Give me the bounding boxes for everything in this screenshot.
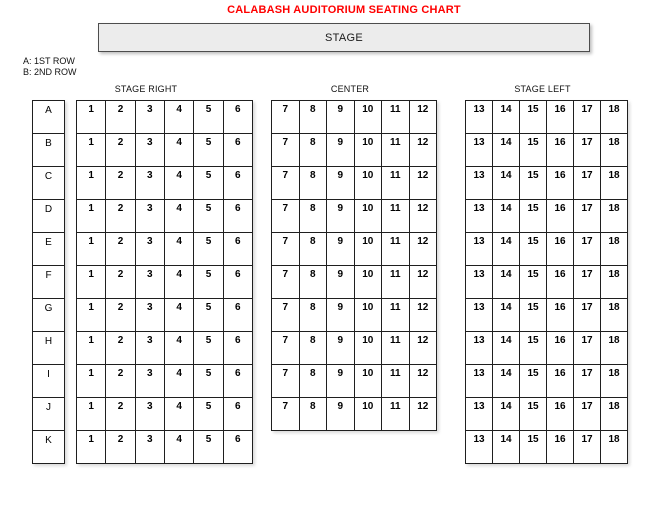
- seat-cell: 10: [354, 200, 382, 233]
- row-label: H: [33, 332, 65, 365]
- seat-cell: 17: [574, 233, 601, 266]
- seat-cell: 5: [194, 398, 223, 431]
- seat-cell: 3: [135, 431, 164, 464]
- chart-title: CALABASH AUDITORIUM SEATING CHART: [227, 4, 461, 16]
- row-label: F: [33, 266, 65, 299]
- seat-cell: 15: [520, 398, 547, 431]
- stage-label: STAGE: [325, 31, 363, 44]
- seat-cell: 13: [466, 299, 493, 332]
- seat-cell: 7: [272, 299, 300, 332]
- seat-cell: 2: [106, 167, 135, 200]
- seat-cell: 8: [299, 266, 327, 299]
- seat-cell: 10: [354, 398, 382, 431]
- seat-cell: 15: [520, 266, 547, 299]
- seat-cell: 9: [327, 233, 355, 266]
- seat-cell: 9: [327, 134, 355, 167]
- seat-cell: 3: [135, 365, 164, 398]
- seat-cell: 10: [354, 134, 382, 167]
- seat-cell: 12: [409, 266, 437, 299]
- seat-cell: 13: [466, 431, 493, 464]
- seat-cell: 2: [106, 266, 135, 299]
- seat-cell: 8: [299, 365, 327, 398]
- seat-cell: 5: [194, 134, 223, 167]
- seat-cell: 4: [164, 200, 193, 233]
- seat-cell: 11: [382, 167, 410, 200]
- seat-cell: 7: [272, 167, 300, 200]
- seat-cell: 4: [164, 299, 193, 332]
- seat-cell: 9: [327, 266, 355, 299]
- seat-cell: 6: [223, 332, 252, 365]
- seat-cell: 17: [574, 200, 601, 233]
- seat-cell: 11: [382, 398, 410, 431]
- seat-cell: 11: [382, 134, 410, 167]
- seat-cell: 13: [466, 332, 493, 365]
- seat-cell: 1: [77, 398, 106, 431]
- seat-cell: 14: [493, 167, 520, 200]
- seat-cell: 13: [466, 398, 493, 431]
- seat-cell: 14: [493, 332, 520, 365]
- row-label-column: [32, 100, 65, 464]
- seat-cell: 5: [194, 200, 223, 233]
- seat-cell: 1: [77, 233, 106, 266]
- seat-cell: 12: [409, 167, 437, 200]
- seat-cell: 2: [106, 365, 135, 398]
- seat-cell: 18: [601, 101, 628, 134]
- seat-cell: 2: [106, 332, 135, 365]
- seat-cell: 8: [299, 398, 327, 431]
- seat-cell: 13: [466, 365, 493, 398]
- seat-cell: 11: [382, 332, 410, 365]
- seat-cell: 11: [382, 266, 410, 299]
- seat-cell: 17: [574, 167, 601, 200]
- seat-cell: 1: [77, 266, 106, 299]
- seat-cell: 17: [574, 134, 601, 167]
- seat-cell: 5: [194, 431, 223, 464]
- seat-cell: 14: [493, 266, 520, 299]
- seat-cell: 2: [106, 200, 135, 233]
- seat-cell: 6: [223, 101, 252, 134]
- seat-cell: 16: [547, 365, 574, 398]
- seat-cell: 6: [223, 299, 252, 332]
- seat-cell: 11: [382, 299, 410, 332]
- row-label: G: [33, 299, 65, 332]
- seat-cell: 2: [106, 299, 135, 332]
- seat-cell: 17: [574, 299, 601, 332]
- row-label: I: [33, 365, 65, 398]
- seat-cell: 13: [466, 167, 493, 200]
- seat-cell: 5: [194, 266, 223, 299]
- row-label: E: [33, 233, 65, 266]
- seat-cell: 10: [354, 266, 382, 299]
- seat-cell: 14: [493, 431, 520, 464]
- seat-cell: 6: [223, 365, 252, 398]
- seat-cell: 16: [547, 431, 574, 464]
- seat-cell: 14: [493, 200, 520, 233]
- seat-cell: 4: [164, 332, 193, 365]
- seat-cell: 18: [601, 299, 628, 332]
- seat-cell: 9: [327, 299, 355, 332]
- row-label: B: [33, 134, 65, 167]
- seat-cell: 9: [327, 398, 355, 431]
- seat-cell: 12: [409, 299, 437, 332]
- seat-cell: 17: [574, 431, 601, 464]
- seat-cell: 12: [409, 101, 437, 134]
- seat-cell: 1: [77, 200, 106, 233]
- seat-cell: 3: [135, 332, 164, 365]
- seat-cell: 16: [547, 266, 574, 299]
- stage-box: [98, 23, 590, 52]
- seat-cell: 1: [77, 134, 106, 167]
- seat-cell: 3: [135, 266, 164, 299]
- seat-cell: 3: [135, 200, 164, 233]
- row-label: A: [33, 101, 65, 134]
- seat-cell: 18: [601, 266, 628, 299]
- seat-cell: 8: [299, 233, 327, 266]
- seat-cell: 18: [601, 398, 628, 431]
- seat-cell: 6: [223, 266, 252, 299]
- seat-cell: 3: [135, 398, 164, 431]
- seat-cell: 18: [601, 167, 628, 200]
- seat-cell: 7: [272, 398, 300, 431]
- seat-cell: 10: [354, 365, 382, 398]
- seat-cell: 16: [547, 167, 574, 200]
- seat-cell: 1: [77, 299, 106, 332]
- seat-cell: 18: [601, 134, 628, 167]
- seat-cell: 5: [194, 299, 223, 332]
- seat-cell: 10: [354, 101, 382, 134]
- seat-cell: 12: [409, 398, 437, 431]
- seat-cell: 18: [601, 200, 628, 233]
- seat-cell: 15: [520, 233, 547, 266]
- seat-cell: 1: [77, 332, 106, 365]
- row-label: K: [33, 431, 65, 464]
- seat-cell: 8: [299, 167, 327, 200]
- seat-cell: 2: [106, 101, 135, 134]
- seat-cell: 11: [382, 233, 410, 266]
- seat-cell: 6: [223, 134, 252, 167]
- seat-cell: 17: [574, 101, 601, 134]
- seat-cell: 4: [164, 101, 193, 134]
- seat-cell: 9: [327, 167, 355, 200]
- seat-cell: 6: [223, 233, 252, 266]
- seat-cell: 8: [299, 101, 327, 134]
- seat-cell: 2: [106, 398, 135, 431]
- seat-cell: 3: [135, 134, 164, 167]
- seat-cell: 6: [223, 398, 252, 431]
- seat-cell: 8: [299, 134, 327, 167]
- seat-cell: 7: [272, 365, 300, 398]
- seat-cell: 6: [223, 200, 252, 233]
- seat-cell: 7: [272, 101, 300, 134]
- seat-cell: 10: [354, 299, 382, 332]
- seat-cell: 14: [493, 101, 520, 134]
- seat-cell: 4: [164, 134, 193, 167]
- section-header-center: CENTER: [330, 84, 370, 94]
- row-label: J: [33, 398, 65, 431]
- seat-cell: 15: [520, 200, 547, 233]
- row-label: C: [33, 167, 65, 200]
- seat-cell: 12: [409, 233, 437, 266]
- seat-cell: 14: [493, 299, 520, 332]
- seat-cell: 4: [164, 266, 193, 299]
- seat-cell: 17: [574, 332, 601, 365]
- section-grid-stage-left: [465, 100, 628, 464]
- section-grid-center: [271, 100, 437, 431]
- seat-cell: 17: [574, 398, 601, 431]
- seat-cell: 15: [520, 332, 547, 365]
- seat-cell: 9: [327, 101, 355, 134]
- seat-cell: 14: [493, 365, 520, 398]
- seat-cell: 3: [135, 299, 164, 332]
- seat-cell: 16: [547, 200, 574, 233]
- seat-cell: 15: [520, 431, 547, 464]
- legend-line-2: B: 2ND ROW: [23, 66, 77, 77]
- seat-cell: 18: [601, 365, 628, 398]
- seat-cell: 16: [547, 101, 574, 134]
- seat-cell: 13: [466, 200, 493, 233]
- seat-cell: 1: [77, 167, 106, 200]
- seat-cell: 9: [327, 200, 355, 233]
- legend-line-1: A: 1ST ROW: [23, 56, 75, 66]
- seat-cell: 2: [106, 233, 135, 266]
- seat-cell: 13: [466, 101, 493, 134]
- seat-cell: 18: [601, 233, 628, 266]
- seat-cell: 1: [77, 101, 106, 134]
- seat-cell: 14: [493, 233, 520, 266]
- seat-cell: 13: [466, 134, 493, 167]
- seat-cell: 14: [493, 398, 520, 431]
- seat-cell: 5: [194, 332, 223, 365]
- seat-cell: 16: [547, 332, 574, 365]
- section-header-stage-right: STAGE RIGHT: [114, 84, 178, 94]
- seat-cell: 15: [520, 299, 547, 332]
- section-header-stage-left: STAGE LEFT: [514, 84, 571, 94]
- seat-cell: 5: [194, 365, 223, 398]
- seat-cell: 3: [135, 101, 164, 134]
- seat-cell: 7: [272, 332, 300, 365]
- seat-cell: 16: [547, 134, 574, 167]
- seat-cell: 9: [327, 332, 355, 365]
- seat-cell: 2: [106, 134, 135, 167]
- seat-cell: 7: [272, 233, 300, 266]
- seat-cell: 2: [106, 431, 135, 464]
- seat-cell: 7: [272, 134, 300, 167]
- seat-cell: 12: [409, 365, 437, 398]
- seat-cell: 7: [272, 266, 300, 299]
- seat-cell: 9: [327, 365, 355, 398]
- seat-cell: 12: [409, 134, 437, 167]
- seat-cell: 13: [466, 233, 493, 266]
- seat-cell: 11: [382, 101, 410, 134]
- seat-cell: 10: [354, 332, 382, 365]
- seat-cell: 4: [164, 167, 193, 200]
- seat-cell: 3: [135, 233, 164, 266]
- seat-cell: 17: [574, 365, 601, 398]
- seat-cell: 8: [299, 332, 327, 365]
- seat-cell: 8: [299, 200, 327, 233]
- seat-cell: 10: [354, 233, 382, 266]
- seat-cell: 5: [194, 167, 223, 200]
- seat-cell: 11: [382, 200, 410, 233]
- seat-cell: 18: [601, 332, 628, 365]
- seat-cell: 10: [354, 167, 382, 200]
- seat-cell: 7: [272, 200, 300, 233]
- seat-cell: 4: [164, 398, 193, 431]
- seat-cell: 1: [77, 431, 106, 464]
- seat-cell: 5: [194, 101, 223, 134]
- seat-cell: 16: [547, 299, 574, 332]
- seat-cell: 15: [520, 167, 547, 200]
- seat-cell: 13: [466, 266, 493, 299]
- seat-cell: 15: [520, 101, 547, 134]
- seat-cell: 8: [299, 299, 327, 332]
- seat-cell: 4: [164, 233, 193, 266]
- seat-cell: 15: [520, 365, 547, 398]
- seat-cell: 12: [409, 332, 437, 365]
- row-legend: [23, 56, 77, 77]
- section-grid-stage-right: [76, 100, 253, 464]
- seat-cell: 18: [601, 431, 628, 464]
- seat-cell: 5: [194, 233, 223, 266]
- seat-cell: 6: [223, 431, 252, 464]
- seat-cell: 12: [409, 200, 437, 233]
- seat-cell: 11: [382, 365, 410, 398]
- seat-cell: 16: [547, 398, 574, 431]
- seat-cell: 4: [164, 431, 193, 464]
- seat-cell: 16: [547, 233, 574, 266]
- seat-cell: 6: [223, 167, 252, 200]
- seat-cell: 3: [135, 167, 164, 200]
- row-label: D: [33, 200, 65, 233]
- seat-cell: 17: [574, 266, 601, 299]
- seat-cell: 4: [164, 365, 193, 398]
- seat-cell: 1: [77, 365, 106, 398]
- seat-cell: 15: [520, 134, 547, 167]
- seat-cell: 14: [493, 134, 520, 167]
